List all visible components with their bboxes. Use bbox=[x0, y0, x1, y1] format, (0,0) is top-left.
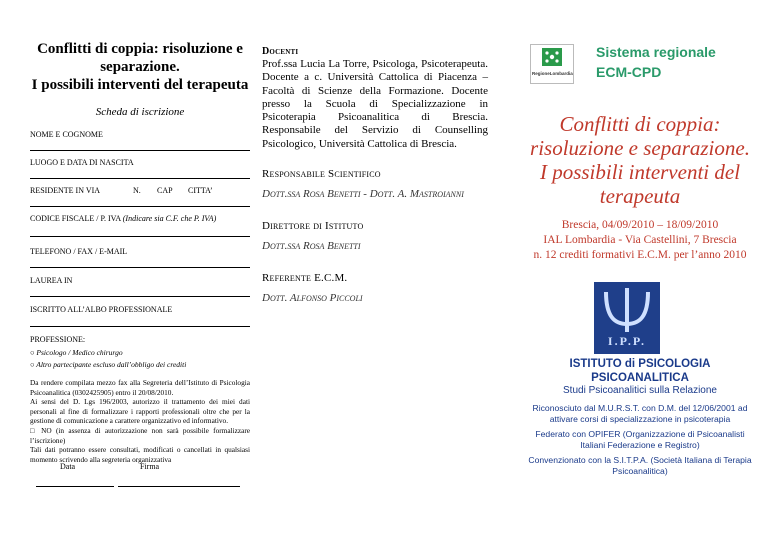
institute-opifer: Federato con OPIFER (Organizzazione di Psicoanalisti Italiani Federazione e Registro) bbox=[535, 429, 745, 450]
course-info bbox=[512, 218, 768, 263]
signature-line[interactable] bbox=[118, 486, 240, 487]
phone-field-label: TELEFONO / FAX / E-MAIL bbox=[30, 247, 128, 256]
ecm-system-title: Sistema regionale bbox=[596, 44, 716, 60]
register-field-line[interactable] bbox=[30, 326, 250, 327]
ipp-psi-logo bbox=[594, 282, 660, 354]
institute-sitpa: Convenzionato con la S.I.T.P.A. (Società Italiana di Terapia Psicoanalitica) bbox=[528, 455, 752, 476]
fiscal-field-row bbox=[30, 214, 250, 223]
course-title-line4: terapeuta bbox=[599, 184, 681, 208]
regione-lombardia-logo-text: RegioneLombardia bbox=[532, 71, 573, 76]
scientific-lead-heading: Responsabile Scientifico bbox=[262, 168, 381, 180]
institute-name bbox=[512, 358, 768, 385]
degree-field-label: LAUREA IN bbox=[30, 276, 73, 285]
director-section bbox=[262, 220, 488, 252]
cap-field-label: CAP bbox=[157, 186, 173, 195]
course-title bbox=[512, 112, 768, 208]
ecm-referent-section bbox=[262, 272, 488, 304]
ecm-referent-name: Dott. Alfonso Piccoli bbox=[262, 292, 363, 304]
course-title-line3: I possibili interventi del bbox=[539, 160, 741, 184]
fiscal-field-note: (Indicare sia C.F. che P. IVA) bbox=[122, 214, 217, 223]
name-field-label: NOME E COGNOME bbox=[30, 130, 103, 139]
degree-field-line[interactable] bbox=[30, 296, 250, 297]
fiscal-field-label: CODICE FISCALE / P. IVA bbox=[30, 214, 121, 223]
scientific-lead-section bbox=[262, 168, 488, 200]
institute-recognition: Riconosciuto dal M.U.R.S.T. con D.M. del 12/06/2001 ad attivare corsi di specializzazione in psicoterapia bbox=[532, 403, 748, 424]
privacy-notice-fax: Da rendere compilata mezzo fax alla Segreteria dell’Istituto di Psicologia Psicoanalitica (0302425905) entro il 20/08/2010. bbox=[30, 378, 250, 397]
fiscal-field-line[interactable] bbox=[30, 236, 250, 237]
birth-field-line[interactable] bbox=[30, 178, 250, 179]
profession-field-label: PROFESSIONE: bbox=[30, 335, 86, 344]
form-title bbox=[30, 40, 250, 94]
institute-name-line1: ISTITUTO di PSICOLOGIA bbox=[569, 358, 711, 370]
regione-lombardia-logo-icon bbox=[531, 45, 573, 83]
phone-field-line[interactable] bbox=[30, 267, 250, 268]
regione-lombardia-logo bbox=[530, 44, 574, 84]
teachers-section bbox=[262, 46, 488, 151]
registration-form-panel bbox=[30, 40, 250, 118]
profession-options bbox=[30, 347, 186, 371]
date-line[interactable] bbox=[36, 486, 114, 487]
institute-name-line2: PSICOANALITICA bbox=[591, 371, 689, 384]
form-title-line2: separazione. bbox=[100, 59, 180, 75]
teachers-description: Prof.ssa Lucia La Torre, Psicologa, Psicoterapeuta. Docente a c. Università Cattolica di Piacenza – Facoltà di Scienze della Formazione. Docente presso la Scuola di Specializzazione in Psicoterapia Psicoanalitica di Brescia. Responsabile del Servizio di Counselling Psicologico, Università Cattolica di Brescia. bbox=[262, 58, 488, 150]
signature-label: Firma bbox=[140, 462, 160, 471]
ipp-logo-letters: I.P.P. bbox=[607, 334, 647, 348]
profession-option-doctor[interactable]: ○ Psicologo / Medico chirurgo bbox=[30, 348, 123, 357]
residence-field-row bbox=[30, 186, 250, 196]
ecm-system-code: ECM-CPD bbox=[596, 64, 662, 80]
privacy-notice bbox=[30, 378, 250, 464]
teachers-heading: Docenti bbox=[262, 46, 299, 57]
name-field-line[interactable] bbox=[30, 150, 250, 151]
date-signature-label: Data bbox=[60, 462, 76, 471]
birth-field-label: LUOGO E DATA DI NASCITA bbox=[30, 158, 134, 167]
city-field-label: CITTA’ bbox=[188, 186, 213, 195]
privacy-notice-optout[interactable]: □ NO (in assenza di autorizzazione non sarà possibile formalizzare l’iscrizione) bbox=[30, 425, 250, 445]
profession-option-other[interactable]: ○ Altro partecipante escluso dall’obbligo dei crediti bbox=[30, 360, 187, 369]
number-field-label: N. bbox=[133, 186, 141, 195]
privacy-notice-consent: Ai sensi del D. Lgs 196/2003, autorizzo il trattamento dei miei dati personali al fine di formalizzare i rapporti professionali oltre che per la gestione di comunicazione a carattere organizzativo ed informativo. bbox=[30, 397, 250, 426]
course-title-line1: Conflitti di coppia: bbox=[559, 112, 721, 136]
register-field-label: ISCRITTO ALL’ALBO PROFESSIONALE bbox=[30, 305, 173, 314]
scientific-lead-names: Dott.ssa Rosa Benetti - Dott. A. Mastroianni bbox=[262, 188, 464, 200]
form-title-line1: Conflitti di coppia: risoluzione e bbox=[37, 41, 243, 57]
course-title-line2: risoluzione e separazione. bbox=[530, 136, 750, 160]
course-venue: IAL Lombardia - Via Castellini, 7 Brescia bbox=[543, 234, 737, 246]
residence-field-label: RESIDENTE IN VIA bbox=[30, 186, 101, 195]
course-credits: n. 12 crediti formativi E.C.M. per l’anno 2010 bbox=[533, 249, 747, 261]
institute-subtitle: Studi Psicoanalitici sulla Relazione bbox=[563, 385, 717, 396]
form-subtitle: Scheda di iscrizione bbox=[95, 106, 185, 118]
director-heading: Direttore di Istituto bbox=[262, 220, 364, 232]
director-name: Dott.ssa Rosa Benetti bbox=[262, 240, 361, 252]
course-dates: Brescia, 04/09/2010 – 18/09/2010 bbox=[561, 219, 719, 231]
cover-panel bbox=[512, 0, 768, 543]
privacy-notice-rights: Tali dati potranno essere consultati, modificati o cancellati in qualsiasi momento scrivendo alla segreteria organizzativa bbox=[30, 445, 250, 464]
ecm-referent-heading: Referente E.C.M. bbox=[262, 272, 348, 284]
residence-field-line[interactable] bbox=[30, 206, 250, 207]
form-title-line3: I possibili interventi del terapeuta bbox=[31, 77, 249, 93]
